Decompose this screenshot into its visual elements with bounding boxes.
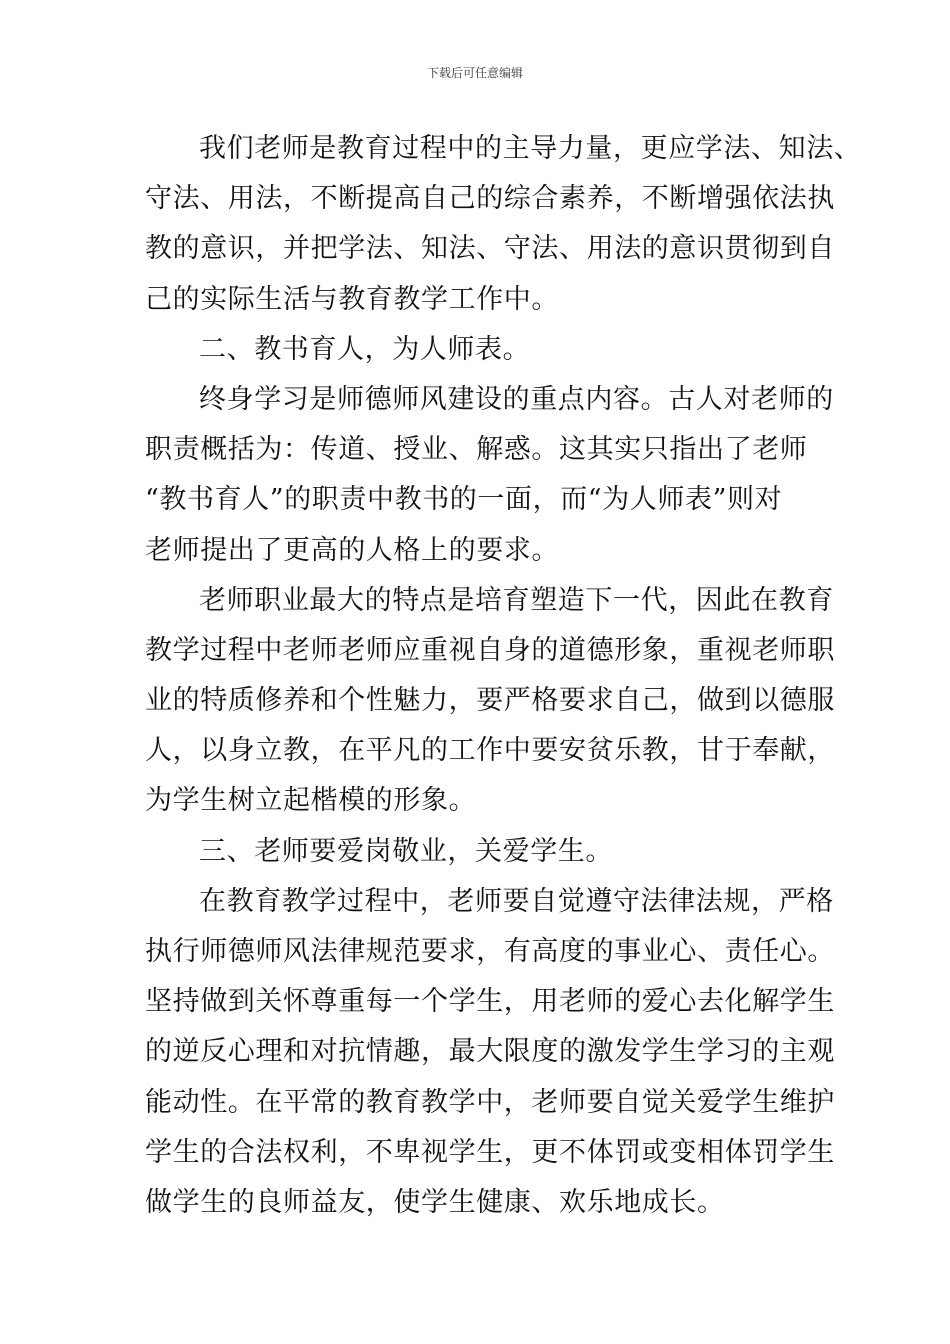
text-line: 老师职业最大的特点是培育塑造下一代，因此在教育 <box>199 584 834 616</box>
text-line: 守法、用法，不断提高自己的综合素养，不断增强依法执 <box>145 183 835 215</box>
text-line: 为学生树立起楷模的形象。 <box>145 785 477 817</box>
text-line: 学生的合法权利，不卑视学生，更不体罚或变相体罚学生 <box>145 1136 835 1168</box>
text-line: 老师提出了更高的人格上的要求。 <box>145 534 559 566</box>
text-line: 我们老师是教育过程中的主导力量，更应学法、知法、 <box>199 133 862 164</box>
body-text <box>145 124 862 1228</box>
section-heading: 三、老师要爱岗敬业，关爱学生。 <box>199 835 613 867</box>
text-line: 己的实际生活与教育教学工作中。 <box>145 283 559 315</box>
text-line: 做学生的良师益友，使学生健康、欢乐地成长。 <box>145 1186 725 1218</box>
page-header: 下载后可任意编辑 <box>426 66 523 80</box>
text-line: 的逆反心理和对抗情趣，最大限度的激发学生学习的主观 <box>145 1036 835 1068</box>
text-line: 执行师德师风法律规范要求，有高度的事业心、责任心。 <box>145 936 835 967</box>
text-line: 能动性。在平常的教育教学中，老师要自觉关爱学生维护 <box>145 1086 835 1118</box>
text-line: 教的意识，并把学法、知法、守法、用法的意识贯彻到自 <box>145 233 835 265</box>
text-line: 坚持做到关怀尊重每一个学生，用老师的爱心去化解学生 <box>145 986 835 1018</box>
text-line: 教学过程中老师老师应重视自身的道德形象，重视老师职 <box>145 634 835 666</box>
text-line: 终身学习是师德师风建设的重点内容。古人对老师的 <box>199 383 834 415</box>
text-line: 业的特质修养和个性魅力，要严格要求自己，做到以德服 <box>145 685 835 717</box>
text-line: 职责概括为：传道、授业、解惑。这其实只指出了老师 <box>145 434 808 466</box>
text-line: 在教育教学过程中，老师要自觉遵守法律法规，严格 <box>199 885 834 917</box>
text-line: “教书育人”的职责中教书的一面，而“为人师表”则对 <box>145 484 783 516</box>
section-heading: 二、教书育人，为人师表。 <box>199 333 531 365</box>
text-line: 人，以身立教，在平凡的工作中要安贫乐教，甘于奉献， <box>145 735 835 767</box>
